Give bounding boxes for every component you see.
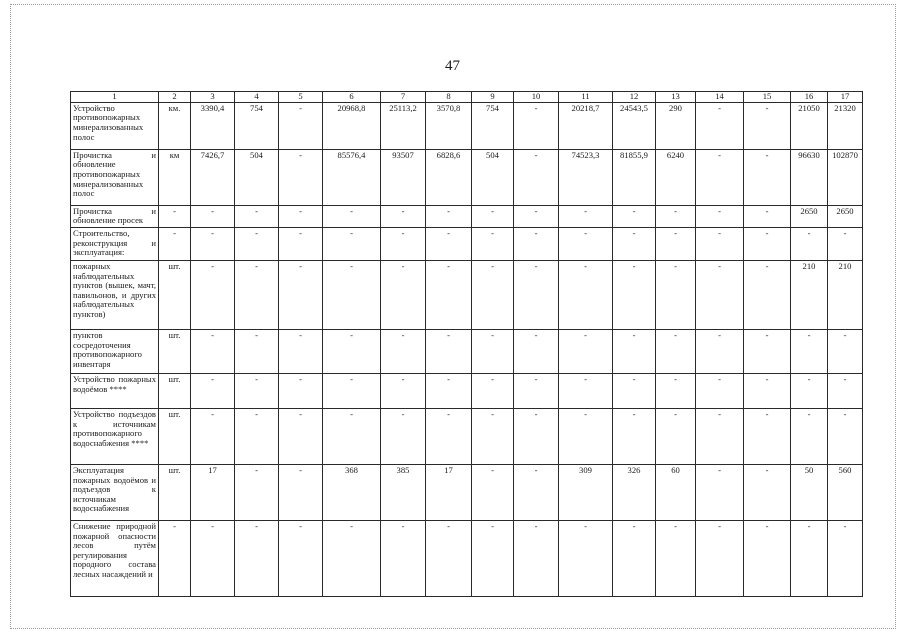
value-cell: - bbox=[828, 520, 863, 596]
value-cell: - bbox=[744, 205, 791, 227]
value-cell: - bbox=[696, 205, 744, 227]
header-cell: 14 bbox=[696, 92, 744, 103]
value-cell: - bbox=[279, 227, 323, 260]
value-cell: 17 bbox=[426, 464, 472, 520]
value-cell: - bbox=[323, 520, 381, 596]
value-cell: 74523,3 bbox=[559, 149, 613, 205]
value-cell: - bbox=[744, 373, 791, 408]
row-name-cell: Устройство противопожарных минерализованных полос bbox=[71, 102, 159, 149]
value-cell: - bbox=[696, 260, 744, 329]
value-cell: - bbox=[381, 329, 426, 373]
value-cell: 210 bbox=[828, 260, 863, 329]
value-cell: - bbox=[279, 260, 323, 329]
header-cell: 9 bbox=[472, 92, 514, 103]
value-cell: - bbox=[514, 260, 559, 329]
value-cell: - bbox=[744, 149, 791, 205]
value-cell: - bbox=[472, 464, 514, 520]
value-cell: - bbox=[191, 373, 235, 408]
value-cell: 96630 bbox=[791, 149, 828, 205]
row-name-cell: Прочистка и обновление противопожарных минерализованных полос bbox=[71, 149, 159, 205]
value-cell: 20968,8 bbox=[323, 102, 381, 149]
value-cell: - bbox=[559, 329, 613, 373]
value-cell: - bbox=[696, 408, 744, 464]
value-cell: - bbox=[791, 227, 828, 260]
value-cell: - bbox=[791, 329, 828, 373]
row-name-cell: Строительство, реконструкция и эксплуатация: bbox=[71, 227, 159, 260]
value-cell: 504 bbox=[472, 149, 514, 205]
value-cell: 326 bbox=[613, 464, 656, 520]
value-cell: - bbox=[696, 227, 744, 260]
value-cell: - bbox=[696, 373, 744, 408]
value-cell: - bbox=[472, 329, 514, 373]
value-cell: - bbox=[559, 520, 613, 596]
unit-cell: - bbox=[159, 227, 191, 260]
value-cell: - bbox=[559, 373, 613, 408]
value-cell: - bbox=[613, 227, 656, 260]
value-cell: - bbox=[279, 102, 323, 149]
value-cell: - bbox=[191, 408, 235, 464]
table-row bbox=[71, 373, 863, 408]
table-row bbox=[71, 520, 863, 596]
header-cell: 12 bbox=[613, 92, 656, 103]
value-cell: 93507 bbox=[381, 149, 426, 205]
forest-fire-measures-table bbox=[70, 91, 863, 597]
value-cell: - bbox=[191, 260, 235, 329]
value-cell: - bbox=[613, 205, 656, 227]
value-cell: 309 bbox=[559, 464, 613, 520]
value-cell: - bbox=[559, 227, 613, 260]
value-cell: 504 bbox=[235, 149, 279, 205]
value-cell: - bbox=[191, 329, 235, 373]
value-cell: 3570,8 bbox=[426, 102, 472, 149]
value-cell: 21050 bbox=[791, 102, 828, 149]
header-cell: 5 bbox=[279, 92, 323, 103]
value-cell: - bbox=[514, 373, 559, 408]
table-row bbox=[71, 408, 863, 464]
value-cell: - bbox=[235, 329, 279, 373]
value-cell: - bbox=[744, 260, 791, 329]
unit-cell: - bbox=[159, 205, 191, 227]
value-cell: - bbox=[656, 373, 696, 408]
value-cell: - bbox=[235, 260, 279, 329]
header-cell: 3 bbox=[191, 92, 235, 103]
header-cell: 15 bbox=[744, 92, 791, 103]
value-cell: - bbox=[191, 205, 235, 227]
value-cell: - bbox=[235, 227, 279, 260]
value-cell: - bbox=[828, 373, 863, 408]
value-cell: 754 bbox=[472, 102, 514, 149]
row-name-cell: пожарных наблюдательных пунктов (вышек, мачт, павильонов, и других наблюдательных пунктов) bbox=[71, 260, 159, 329]
unit-cell: - bbox=[159, 520, 191, 596]
value-cell: 102870 bbox=[828, 149, 863, 205]
row-name-cell: Снижение природной пожарной опасности лесов путём регулирования породного состава лесных насаждений и bbox=[71, 520, 159, 596]
value-cell: - bbox=[791, 408, 828, 464]
header-cell: 13 bbox=[656, 92, 696, 103]
header-cell: 17 bbox=[828, 92, 863, 103]
row-name-cell: Устройство подъездов к источникам противопожарного водоснабжения **** bbox=[71, 408, 159, 464]
value-cell: 21320 bbox=[828, 102, 863, 149]
value-cell: - bbox=[744, 464, 791, 520]
value-cell: - bbox=[426, 329, 472, 373]
value-cell: - bbox=[323, 227, 381, 260]
header-cell: 7 bbox=[381, 92, 426, 103]
value-cell: - bbox=[426, 520, 472, 596]
unit-cell: шт. bbox=[159, 260, 191, 329]
value-cell: - bbox=[472, 205, 514, 227]
value-cell: - bbox=[235, 205, 279, 227]
value-cell: - bbox=[514, 329, 559, 373]
value-cell: - bbox=[235, 520, 279, 596]
row-name-cell: Устройство пожарных водоёмов **** bbox=[71, 373, 159, 408]
value-cell: 754 bbox=[235, 102, 279, 149]
value-cell: - bbox=[279, 373, 323, 408]
row-name-cell: Эксплуатация пожарных водоёмов и подъездов к источникам водоснабжения bbox=[71, 464, 159, 520]
value-cell: - bbox=[279, 520, 323, 596]
value-cell: - bbox=[426, 408, 472, 464]
value-cell: - bbox=[279, 149, 323, 205]
header-cell: 1 bbox=[71, 92, 159, 103]
value-cell: - bbox=[472, 520, 514, 596]
value-cell: - bbox=[514, 464, 559, 520]
value-cell: - bbox=[744, 520, 791, 596]
value-cell: - bbox=[613, 520, 656, 596]
value-cell: 560 bbox=[828, 464, 863, 520]
value-cell: - bbox=[279, 408, 323, 464]
value-cell: - bbox=[696, 464, 744, 520]
value-cell: - bbox=[656, 329, 696, 373]
value-cell: - bbox=[279, 464, 323, 520]
header-cell: 16 bbox=[791, 92, 828, 103]
header-cell: 8 bbox=[426, 92, 472, 103]
value-cell: - bbox=[514, 149, 559, 205]
value-cell: - bbox=[323, 408, 381, 464]
value-cell: - bbox=[696, 102, 744, 149]
value-cell: - bbox=[381, 260, 426, 329]
value-cell: 6828,6 bbox=[426, 149, 472, 205]
value-cell: - bbox=[514, 520, 559, 596]
value-cell: 210 bbox=[791, 260, 828, 329]
value-cell: 2650 bbox=[828, 205, 863, 227]
value-cell: - bbox=[559, 260, 613, 329]
value-cell: - bbox=[744, 329, 791, 373]
value-cell: 50 bbox=[791, 464, 828, 520]
value-cell: 60 bbox=[656, 464, 696, 520]
table-row bbox=[71, 329, 863, 373]
table-row bbox=[71, 102, 863, 149]
value-cell: - bbox=[323, 373, 381, 408]
value-cell: - bbox=[235, 408, 279, 464]
value-cell: - bbox=[514, 102, 559, 149]
value-cell: 25113,2 bbox=[381, 102, 426, 149]
value-cell: - bbox=[828, 329, 863, 373]
value-cell: - bbox=[381, 227, 426, 260]
value-cell: - bbox=[656, 205, 696, 227]
value-cell: - bbox=[323, 329, 381, 373]
value-cell: - bbox=[514, 205, 559, 227]
value-cell: - bbox=[472, 260, 514, 329]
value-cell: - bbox=[472, 227, 514, 260]
table-header-row bbox=[71, 92, 863, 103]
value-cell: - bbox=[381, 205, 426, 227]
value-cell: - bbox=[235, 373, 279, 408]
header-cell: 6 bbox=[323, 92, 381, 103]
value-cell: - bbox=[191, 227, 235, 260]
value-cell: 7426,7 bbox=[191, 149, 235, 205]
value-cell: - bbox=[656, 520, 696, 596]
table-row bbox=[71, 149, 863, 205]
value-cell: - bbox=[472, 408, 514, 464]
value-cell: 3390,4 bbox=[191, 102, 235, 149]
value-cell: - bbox=[381, 520, 426, 596]
value-cell: - bbox=[426, 227, 472, 260]
value-cell: - bbox=[191, 520, 235, 596]
value-cell: 20218,7 bbox=[559, 102, 613, 149]
value-cell: 290 bbox=[656, 102, 696, 149]
value-cell: - bbox=[381, 408, 426, 464]
table-row bbox=[71, 205, 863, 227]
value-cell: - bbox=[744, 408, 791, 464]
header-cell: 10 bbox=[514, 92, 559, 103]
value-cell: - bbox=[613, 373, 656, 408]
value-cell: - bbox=[696, 520, 744, 596]
value-cell: - bbox=[426, 205, 472, 227]
value-cell: 24543,5 bbox=[613, 102, 656, 149]
value-cell: 85576,4 bbox=[323, 149, 381, 205]
value-cell: - bbox=[381, 373, 426, 408]
value-cell: - bbox=[828, 408, 863, 464]
table-row bbox=[71, 464, 863, 520]
unit-cell: шт. bbox=[159, 373, 191, 408]
value-cell: - bbox=[426, 373, 472, 408]
value-cell: - bbox=[514, 408, 559, 464]
value-cell: - bbox=[613, 408, 656, 464]
value-cell: 385 bbox=[381, 464, 426, 520]
value-cell: - bbox=[744, 102, 791, 149]
page-number: 47 bbox=[445, 58, 460, 74]
value-cell: - bbox=[323, 205, 381, 227]
value-cell: - bbox=[613, 329, 656, 373]
value-cell: 368 bbox=[323, 464, 381, 520]
value-cell: - bbox=[656, 408, 696, 464]
unit-cell: шт. bbox=[159, 329, 191, 373]
value-cell: - bbox=[791, 373, 828, 408]
value-cell: - bbox=[235, 464, 279, 520]
value-cell: - bbox=[656, 227, 696, 260]
value-cell: - bbox=[828, 227, 863, 260]
table-row bbox=[71, 227, 863, 260]
header-cell: 4 bbox=[235, 92, 279, 103]
value-cell: - bbox=[472, 373, 514, 408]
header-cell: 11 bbox=[559, 92, 613, 103]
value-cell: - bbox=[791, 520, 828, 596]
value-cell: - bbox=[426, 260, 472, 329]
value-cell: - bbox=[323, 260, 381, 329]
value-cell: 17 bbox=[191, 464, 235, 520]
value-cell: - bbox=[559, 408, 613, 464]
value-cell: - bbox=[696, 149, 744, 205]
value-cell: - bbox=[744, 227, 791, 260]
unit-cell: шт. bbox=[159, 408, 191, 464]
header-cell: 2 bbox=[159, 92, 191, 103]
value-cell: 2650 bbox=[791, 205, 828, 227]
table-row bbox=[71, 260, 863, 329]
value-cell: - bbox=[613, 260, 656, 329]
unit-cell: км. bbox=[159, 102, 191, 149]
value-cell: 81855,9 bbox=[613, 149, 656, 205]
unit-cell: км bbox=[159, 149, 191, 205]
row-name-cell: Прочистка и обновление просек bbox=[71, 205, 159, 227]
unit-cell: шт. bbox=[159, 464, 191, 520]
value-cell: 6240 bbox=[656, 149, 696, 205]
value-cell: - bbox=[279, 329, 323, 373]
value-cell: - bbox=[514, 227, 559, 260]
value-cell: - bbox=[696, 329, 744, 373]
value-cell: - bbox=[559, 205, 613, 227]
value-cell: - bbox=[656, 260, 696, 329]
row-name-cell: пунктов сосредоточения противопожарного инвентаря bbox=[71, 329, 159, 373]
value-cell: - bbox=[279, 205, 323, 227]
